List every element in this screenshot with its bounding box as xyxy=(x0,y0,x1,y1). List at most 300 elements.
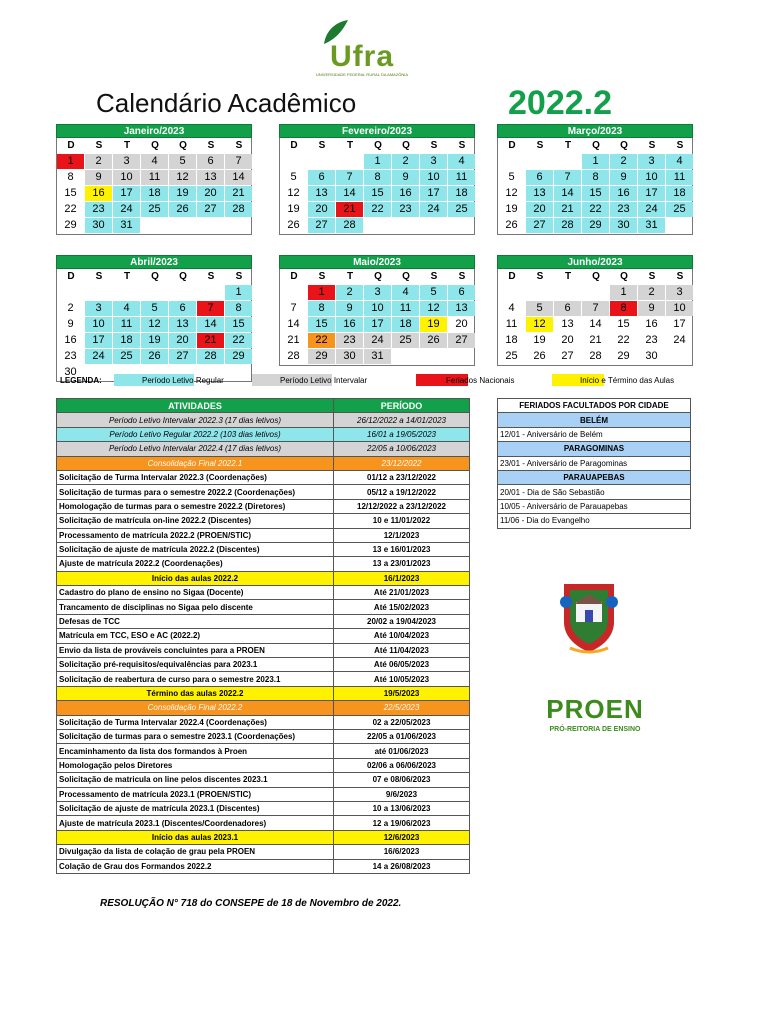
activity-name: Defesas de TCC xyxy=(57,614,334,628)
weekday-header: S xyxy=(95,271,103,282)
calendar-day: 8 xyxy=(364,170,391,185)
feriado-item xyxy=(498,427,691,441)
weekday-header: Q xyxy=(374,271,382,282)
calendar-day: 22 xyxy=(64,203,77,215)
calendar-day: 12 xyxy=(526,317,553,332)
activity-row xyxy=(57,830,470,844)
activity-period: Até 15/02/2023 xyxy=(334,600,470,614)
calendar-day: 29 xyxy=(308,349,335,364)
weekday-header: S xyxy=(536,140,544,151)
calendar-day: 20 xyxy=(169,333,196,348)
empty-cell xyxy=(498,154,526,170)
calendar-day: 1 xyxy=(308,285,335,300)
weekday-header: S xyxy=(207,140,215,151)
month-grid xyxy=(56,269,252,382)
activity-row xyxy=(57,801,470,815)
activity-period: 26/12/2022 a 14/01/2023 xyxy=(334,413,470,427)
activity-name: Processamento de matrícula 2023.1 (PROEN/STIC) xyxy=(57,787,334,801)
calendar-day: 23 xyxy=(645,334,658,346)
logo-subtitle: UNIVERSIDADE FEDERAL RURAL DA AMAZÔNIA xyxy=(315,72,409,77)
empty-cell xyxy=(498,285,526,301)
activity-period: 23/12/2022 xyxy=(334,456,470,470)
calendar-day: 30 xyxy=(610,218,637,233)
calendar-day: 6 xyxy=(554,301,581,316)
month-calendar xyxy=(279,124,475,235)
activity-period: 14 a 26/08/2023 xyxy=(334,859,470,873)
calendar-day: 27 xyxy=(526,218,553,233)
calendar-day: 25 xyxy=(505,350,518,362)
activity-row xyxy=(57,701,470,715)
logo-text: Ufra xyxy=(329,40,394,73)
activity-period: 01/12 a 23/12/2022 xyxy=(334,470,470,484)
weekday-header: S xyxy=(536,271,544,282)
calendar-day: 4 xyxy=(666,154,693,169)
feriado-item xyxy=(498,499,691,513)
feriado-text: 20/01 - Dia de São Sebastião xyxy=(498,485,691,499)
calendar-day: 26 xyxy=(420,333,447,348)
calendar-day: 4 xyxy=(448,154,475,169)
activity-row xyxy=(57,557,470,571)
calendar-day: 23 xyxy=(336,333,363,348)
weekday-header: D xyxy=(508,271,516,282)
calendar-day: 20 xyxy=(308,202,335,217)
weekday-header: S xyxy=(235,140,243,151)
calendar-day: 13 xyxy=(526,186,553,201)
calendar-day: 10 xyxy=(113,170,140,185)
month-grid xyxy=(279,269,475,366)
calendar-day: 30 xyxy=(645,350,658,362)
calendar-day: 13 xyxy=(308,186,335,201)
calendar-day: 28 xyxy=(336,218,363,233)
calendar-day: 27 xyxy=(169,349,196,364)
weekday-header: D xyxy=(290,271,298,282)
calendar-day: 7 xyxy=(554,170,581,185)
calendar-day: 7 xyxy=(197,301,224,316)
activities-table xyxy=(56,398,470,874)
feriado-city-name: BELÉM xyxy=(498,413,691,427)
activity-row xyxy=(57,499,470,513)
activity-name: Homologação pelos Diretores xyxy=(57,758,334,772)
calendar-day: 5 xyxy=(290,171,297,183)
activity-row xyxy=(57,586,470,600)
activity-row xyxy=(57,514,470,528)
calendar-day: 21 xyxy=(554,202,581,217)
activity-name: Colação de Grau dos Formandos 2022.2 xyxy=(57,859,334,873)
activity-name: Envio da lista de prováveis concluintes para a PROEN xyxy=(57,643,334,657)
calendar-day: 22 xyxy=(582,202,609,217)
activity-row xyxy=(57,614,470,628)
calendar-day: 5 xyxy=(526,301,553,316)
activity-name: Matrícula em TCC, ESO e AC (2022.2) xyxy=(57,629,334,643)
calendar-day: 13 xyxy=(169,317,196,332)
weekday-header: S xyxy=(235,271,243,282)
activity-row xyxy=(57,758,470,772)
empty-cell xyxy=(308,154,336,170)
page-year: 2022.2 xyxy=(508,84,612,122)
calendar-day: 9 xyxy=(610,170,637,185)
weekday-header: T xyxy=(346,271,354,282)
calendar-day: 22 xyxy=(617,334,630,346)
weekday-header: S xyxy=(676,271,684,282)
feriado-item xyxy=(498,485,691,499)
calendar-day: 14 xyxy=(554,186,581,201)
empty-cell xyxy=(582,285,610,301)
calendar-day: 19 xyxy=(169,186,196,201)
activity-name: Homologação de turmas para o semestre 2022.2 (Diretores) xyxy=(57,499,334,513)
calendar-day: 3 xyxy=(364,285,391,300)
activity-row xyxy=(57,715,470,729)
resolucao-note: RESOLUÇÃO N° 718 do CONSEPE de 18 de Novembro de 2022. xyxy=(100,898,402,909)
proen-subtitle: PRÓ-REITORIA DE ENSINO xyxy=(549,726,641,733)
calendar-day: 28 xyxy=(225,202,252,217)
activity-name: Período Letivo Intervalar 2022.4 (17 dias letivos) xyxy=(57,442,334,456)
calendar-day: 19 xyxy=(287,203,300,215)
calendar-day: 15 xyxy=(225,317,252,332)
calendar-day: 6 xyxy=(526,170,553,185)
calendar-day: 16 xyxy=(336,317,363,332)
calendar-day: 17 xyxy=(673,318,686,330)
weekday-header: T xyxy=(123,140,131,151)
calendar-day: 14 xyxy=(287,318,300,330)
calendar-day: 20 xyxy=(197,186,224,201)
calendar-day: 9 xyxy=(67,318,74,330)
calendar-day: 22 xyxy=(364,202,391,217)
legend-inicio: Início e Término das Aulas xyxy=(580,376,675,385)
empty-cell xyxy=(169,285,197,301)
calendar-day: 18 xyxy=(505,334,518,346)
calendar-day: 9 xyxy=(336,301,363,316)
weekday-header: S xyxy=(318,271,326,282)
calendar-day: 25 xyxy=(113,349,140,364)
empty-cell xyxy=(280,285,308,301)
calendar-day: 9 xyxy=(638,301,665,316)
calendar-day: 29 xyxy=(64,219,77,231)
calendar-day: 10 xyxy=(364,301,391,316)
activity-period: 22/5/2023 xyxy=(334,701,470,715)
calendar-day: 26 xyxy=(169,202,196,217)
empty-cell xyxy=(141,285,169,301)
calendar-day: 30 xyxy=(85,218,112,233)
calendar-day: 8 xyxy=(582,170,609,185)
calendar-day: 16 xyxy=(610,186,637,201)
activity-name: Solicitação pré-requisitos/equivalências para 2023.1 xyxy=(57,658,334,672)
activity-name: Início das aulas 2023.1 xyxy=(57,830,334,844)
weekday-header: S xyxy=(318,140,326,151)
empty-cell xyxy=(57,285,85,301)
weekday-header: D xyxy=(67,271,75,282)
calendar-day: 6 xyxy=(308,170,335,185)
month-calendar xyxy=(497,255,693,366)
month-title: Janeiro/2023 xyxy=(56,124,252,138)
calendar-day: 9 xyxy=(85,170,112,185)
activity-row xyxy=(57,845,470,859)
feriado-text: 23/01 - Aniversário de Paragominas xyxy=(498,456,691,470)
weekday-header: Q xyxy=(620,271,628,282)
calendar-day: 3 xyxy=(420,154,447,169)
activity-row xyxy=(57,859,470,873)
activity-row xyxy=(57,729,470,743)
empty-cell xyxy=(280,154,308,170)
calendar-day: 6 xyxy=(169,301,196,316)
activity-name: Solicitação de Turma Intervalar 2022.4 (Coordenações) xyxy=(57,715,334,729)
month-grid xyxy=(56,138,252,235)
activity-name: Solicitação de reabertura de curso para o semestre 2023.1 xyxy=(57,672,334,686)
empty-cell xyxy=(197,285,225,301)
activity-row xyxy=(57,658,470,672)
calendar-day: 1 xyxy=(225,285,252,300)
calendar-day: 24 xyxy=(85,349,112,364)
activities-header xyxy=(57,399,470,413)
calendar-day: 29 xyxy=(225,349,252,364)
calendar-day: 14 xyxy=(225,170,252,185)
proen-logo xyxy=(532,694,658,740)
activity-period: 10 a 13/06/2023 xyxy=(334,801,470,815)
calendar-day: 26 xyxy=(505,219,518,231)
feriado-city xyxy=(498,413,691,427)
activity-name: Término das aulas 2022.2 xyxy=(57,686,334,700)
activity-row xyxy=(57,643,470,657)
activity-row xyxy=(57,816,470,830)
calendar-day: 8 xyxy=(610,301,637,316)
weekday-header: S xyxy=(648,271,656,282)
feriado-item xyxy=(498,514,691,528)
activity-row xyxy=(57,485,470,499)
weekday-header: D xyxy=(508,140,516,151)
page-title: Calendário Acadêmico xyxy=(96,88,357,118)
calendar-day: 18 xyxy=(113,333,140,348)
calendar-day: 4 xyxy=(113,301,140,316)
weekday-header: T xyxy=(564,140,572,151)
activity-name: Cadastro do plano de ensino no Sigaa (Docente) xyxy=(57,586,334,600)
month-grid xyxy=(497,269,693,366)
calendar-day: 12 xyxy=(420,301,447,316)
weekday-header: S xyxy=(458,271,466,282)
calendar-day: 20 xyxy=(526,202,553,217)
activity-period: 13 e 16/01/2023 xyxy=(334,542,470,556)
activity-period: 12/6/2023 xyxy=(334,830,470,844)
calendar-day: 7 xyxy=(225,154,252,169)
calendar-day: 30 xyxy=(336,349,363,364)
activity-name: Trancamento de disciplinas no Sigaa pelo discente xyxy=(57,600,334,614)
calendar-day: 21 xyxy=(197,333,224,348)
empty-cell xyxy=(526,285,554,301)
calendar-day: 18 xyxy=(666,186,693,201)
activity-period: Até 11/04/2023 xyxy=(334,643,470,657)
legend-regular: Período Letivo Regular xyxy=(142,376,224,385)
calendar-day: 27 xyxy=(561,350,574,362)
calendar-day: 10 xyxy=(666,301,693,316)
calendar-day: 23 xyxy=(85,202,112,217)
activity-name: Encaminhamento da lista dos formandos à Proen xyxy=(57,744,334,758)
activity-name: Consolidação Final 2022.2 xyxy=(57,701,334,715)
calendar-day: 22 xyxy=(225,333,252,348)
calendar-day: 2 xyxy=(67,302,74,314)
empty-cell xyxy=(554,154,582,170)
calendar-day: 13 xyxy=(197,170,224,185)
activity-row xyxy=(57,686,470,700)
calendar-day: 6 xyxy=(197,154,224,169)
calendar-day: 14 xyxy=(197,317,224,332)
calendar-day: 17 xyxy=(638,186,665,201)
calendar-day: 28 xyxy=(589,350,602,362)
calendar-day: 19 xyxy=(420,317,447,332)
feriados-table xyxy=(497,398,691,529)
legend-feriados: Feriados Nacionais xyxy=(446,376,515,385)
calendar-day: 21 xyxy=(336,202,363,217)
calendar-day: 3 xyxy=(666,285,693,300)
activity-period: 02/06 a 06/06/2023 xyxy=(334,758,470,772)
calendar-day: 3 xyxy=(113,154,140,169)
calendar-day: 4 xyxy=(392,285,419,300)
activity-period: 13 a 23/01/2023 xyxy=(334,557,470,571)
activity-name: Solicitação de matricula on line pelos discentes 2023.1 xyxy=(57,773,334,787)
calendar-day: 28 xyxy=(197,349,224,364)
weekday-header: Q xyxy=(151,271,159,282)
activity-row xyxy=(57,787,470,801)
proen-text: PROEN xyxy=(546,694,644,724)
calendar-day: 17 xyxy=(85,333,112,348)
calendar-day: 29 xyxy=(582,218,609,233)
activity-name: Solicitação de Turma Intervalar 2022.3 (Coordenações) xyxy=(57,470,334,484)
calendar-day: 25 xyxy=(392,333,419,348)
weekday-header: S xyxy=(648,140,656,151)
weekday-header: Q xyxy=(179,140,187,151)
month-grid xyxy=(279,138,475,235)
calendar-day: 12 xyxy=(169,170,196,185)
calendar-day: 31 xyxy=(113,218,140,233)
activity-period: 16/1/2023 xyxy=(334,571,470,585)
calendar-day: 12 xyxy=(141,317,168,332)
activity-period: Até 06/05/2023 xyxy=(334,658,470,672)
calendar-day: 24 xyxy=(364,333,391,348)
activity-period: 9/6/2023 xyxy=(334,787,470,801)
activity-period: 22/05 a 01/06/2023 xyxy=(334,729,470,743)
calendar-day: 18 xyxy=(141,186,168,201)
activity-row xyxy=(57,442,470,456)
calendar-day: 4 xyxy=(141,154,168,169)
activity-name: Solicitação de ajuste de matrícula 2022.2 (Discentes) xyxy=(57,542,334,556)
calendar-day: 16 xyxy=(645,318,658,330)
activity-row xyxy=(57,672,470,686)
activity-period: 19/5/2023 xyxy=(334,686,470,700)
calendar-day: 20 xyxy=(561,334,574,346)
calendar-day: 3 xyxy=(638,154,665,169)
calendar-day: 26 xyxy=(533,350,546,362)
empty-cell xyxy=(554,285,582,301)
month-calendar xyxy=(56,124,252,235)
calendar-day: 5 xyxy=(420,285,447,300)
calendar-day: 26 xyxy=(287,219,300,231)
calendar-day: 6 xyxy=(448,285,475,300)
calendar-day: 10 xyxy=(85,317,112,332)
calendar-day: 7 xyxy=(336,170,363,185)
activity-period: 22/05 a 10/06/2023 xyxy=(334,442,470,456)
calendar-day: 20 xyxy=(455,318,468,330)
weekday-header: S xyxy=(676,140,684,151)
weekday-header: S xyxy=(95,140,103,151)
activity-name: Solicitação de turmas para o semestre 2023.1 (Coordenações) xyxy=(57,729,334,743)
weekday-header: Q xyxy=(179,271,187,282)
calendar-day: 14 xyxy=(589,318,602,330)
activity-row xyxy=(57,744,470,758)
weekday-header: T xyxy=(346,140,354,151)
feriados-header xyxy=(498,399,691,413)
activity-row xyxy=(57,427,470,441)
calendar-day: 1 xyxy=(364,154,391,169)
activity-period: 12/12/2022 a 23/12/2022 xyxy=(334,499,470,513)
calendar-day: 16 xyxy=(85,186,112,201)
calendar-day: 3 xyxy=(85,301,112,316)
month-title: Fevereiro/2023 xyxy=(279,124,475,138)
empty-cell xyxy=(526,154,554,170)
activity-name: Período Letivo Intervalar 2022.3 (17 dias letivos) xyxy=(57,413,334,427)
activities-header-atividades: ATIVIDADES xyxy=(57,399,334,413)
activities-header-periodo: PERÍODO xyxy=(334,399,470,413)
weekday-header: Q xyxy=(620,140,628,151)
calendar-day: 15 xyxy=(308,317,335,332)
activity-period: 07 e 08/06/2023 xyxy=(334,773,470,787)
activity-row xyxy=(57,571,470,585)
legend xyxy=(56,374,696,388)
weekday-header: D xyxy=(67,140,75,151)
activity-period: 12/1/2023 xyxy=(334,528,470,542)
calendar-day: 25 xyxy=(448,202,475,217)
calendar-day: 9 xyxy=(392,170,419,185)
calendar-day: 23 xyxy=(392,202,419,217)
calendar-day: 21 xyxy=(589,334,602,346)
month-calendar xyxy=(279,255,475,366)
weekday-header: S xyxy=(430,140,438,151)
calendar-day: 27 xyxy=(308,218,335,233)
calendar-day: 23 xyxy=(64,350,77,362)
calendar-day: 25 xyxy=(141,202,168,217)
calendar-day: 31 xyxy=(364,349,391,364)
activity-name: Ajuste de matrícula 2022.2 (Coordenações) xyxy=(57,557,334,571)
calendar-day: 8 xyxy=(67,171,74,183)
calendar-day: 11 xyxy=(141,170,168,185)
weekday-header: D xyxy=(290,140,298,151)
weekday-header: T xyxy=(123,271,131,282)
calendar-day: 21 xyxy=(287,334,300,346)
calendar-day: 2 xyxy=(336,285,363,300)
legend-label: LEGENDA: xyxy=(60,376,102,385)
weekday-header: S xyxy=(207,271,215,282)
calendar-day: 10 xyxy=(638,170,665,185)
activity-row xyxy=(57,470,470,484)
weekday-header: Q xyxy=(151,140,159,151)
calendar-day: 29 xyxy=(617,350,630,362)
activity-name: Solicitação de ajuste de matrícula 2023.1 (Discentes) xyxy=(57,801,334,815)
activity-name: Início das aulas 2022.2 xyxy=(57,571,334,585)
calendar-day: 15 xyxy=(64,187,77,199)
calendar-day: 1 xyxy=(610,285,637,300)
calendar-day: 8 xyxy=(225,301,252,316)
calendar-day: 17 xyxy=(364,317,391,332)
activity-period: 16/01 a 19/05/2023 xyxy=(334,427,470,441)
calendar-day: 19 xyxy=(141,333,168,348)
calendar-day: 14 xyxy=(336,186,363,201)
calendar-day: 21 xyxy=(225,186,252,201)
calendar-day: 12 xyxy=(287,187,300,199)
feriado-city xyxy=(498,470,691,484)
feriado-text: 10/05 - Aniversário de Parauapebas xyxy=(498,499,691,513)
month-title: Março/2023 xyxy=(497,124,693,138)
weekday-header: Q xyxy=(374,140,382,151)
activity-period: 12 a 19/06/2023 xyxy=(334,816,470,830)
calendar-day: 27 xyxy=(197,202,224,217)
calendar-day: 22 xyxy=(308,333,335,348)
calendar-day: 15 xyxy=(617,318,630,330)
